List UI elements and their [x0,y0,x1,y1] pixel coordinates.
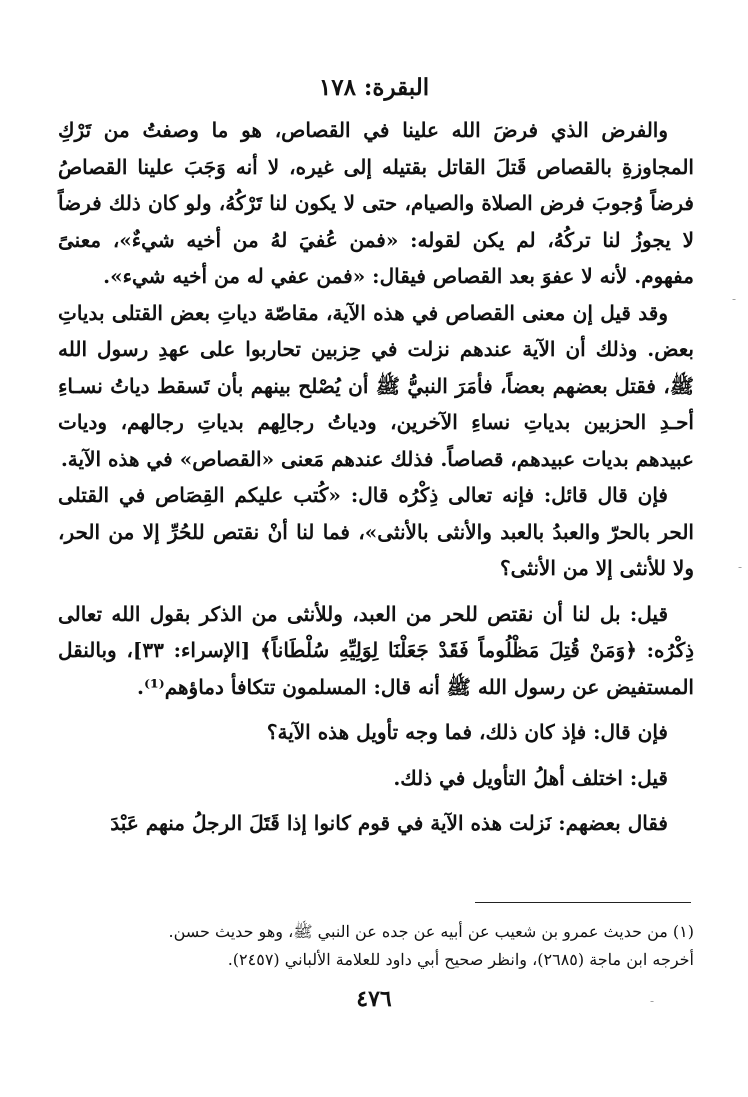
footnote-separator [475,902,691,903]
paragraph-5: فإن قال: فإذ كان ذلك، فما وجه تأويل هذه الآية؟ [266,720,668,744]
footnote [58,918,694,974]
paragraph-2: وقد قيل إن معنى القصاص في هذه الآية، مقاصّة دياتِ بعض القتلى بدياتِ بعض. وذلك أن الآية عندهم نزلت في حِزبين تحاربوا على عهدِ رسول الله ﷺ، فقتل بعضهم بعضاً، فأمَرَ النبيُّ ﷺ أن يُصْلح بينهم بأن تَسقط دياتُ نسـاءِ أحـدِ الحزبين بدياتِ نساءِ الآخرين، ودياتُ رجالِهم بدياتِ رجالهم، وديات عبيدهم بديات عبيدهم، قصاصاً. فذلك عندهم مَعنى «القصاص» في هذه الآية. [58,300,694,471]
paragraph-3: فإن قال قائل: فإنه تعالى ذِكْرُه قال: «كُتب عليكم القِصَاص في القتلى الحر بالحرّ والعبدُ بالعبد والأنثى بالأنثى»، فما لنا أنْ نقتص للحُرِّ إلا من الحر، ولا للأنثى إلا من الأنثى؟ [58,483,694,580]
main-text [58,112,694,842]
page-number: ٤٧٦ [356,986,392,1012]
scan-edge-mark: - [650,994,655,1008]
footnote-line-2: أخرجه ابن ماجة (٢٦٨٥)، وانظر صحيح أبي داود للعلامة الألباني (٢٤٥٧). [227,950,694,969]
scan-edge-mark: - [732,292,737,306]
footnote-line-1: (١) من حديث عمرو بن شعيب عن أبيه عن جده عن النبي ﷺ، وهو حديث حسن. [168,922,694,941]
paragraph-1: والفرض الذي فرضَ الله علينا في القصاص، هو ما وصفتُ من تَرْكِ المجاوزةِ بالقصاص قَتلَ القاتل بقتيله إلى غيره، لا أنه وَجَبَ علينا القصاصُ فرضاً وُجوبَ فرض الصلاة والصيام، حتى لا يكون لنا تَرْكُهُ، ولو كان ذلك فرضاً لا يجوزُ لنا تركُهُ، لم يكن لقوله: «فمن عُفيَ لهُ من أخيه شيءٌ»، معنىً مفهوم. لأنه لا عفوَ بعد القصاص فيقال: «فمن عفي له من أخيه شيء». [58,118,694,288]
paragraph-6: قيل: اختلف أهلُ التأويل في ذلك. [393,765,668,790]
paragraph-7: فقال بعضهم: نَزلت هذه الآية في قوم كانوا إذا قَتَلَ الرجلُ منهم عَبْدَ [110,811,668,835]
scan-edge-mark: - [738,560,743,574]
paragraph-4: قيل: بل لنا أن نقتص للحر من العبد، وللأنثى من الذكر بقول الله تعالى ذِكْرُه: ﴿وَمَنْ قُتِلَ مَظْلُوماً فَقَدْ جَعَلْنَا لِوَلِيِّهِ سُلْطَاناً﴾ [الإسراء: ٣٣]، وبالنقل المستفيض عن رسول الله ﷺ أنه قال: المسلمون تتكافأ دماؤهم⁽¹⁾. [58,601,694,699]
running-header: البقرة: ١٧٨ [318,74,430,101]
